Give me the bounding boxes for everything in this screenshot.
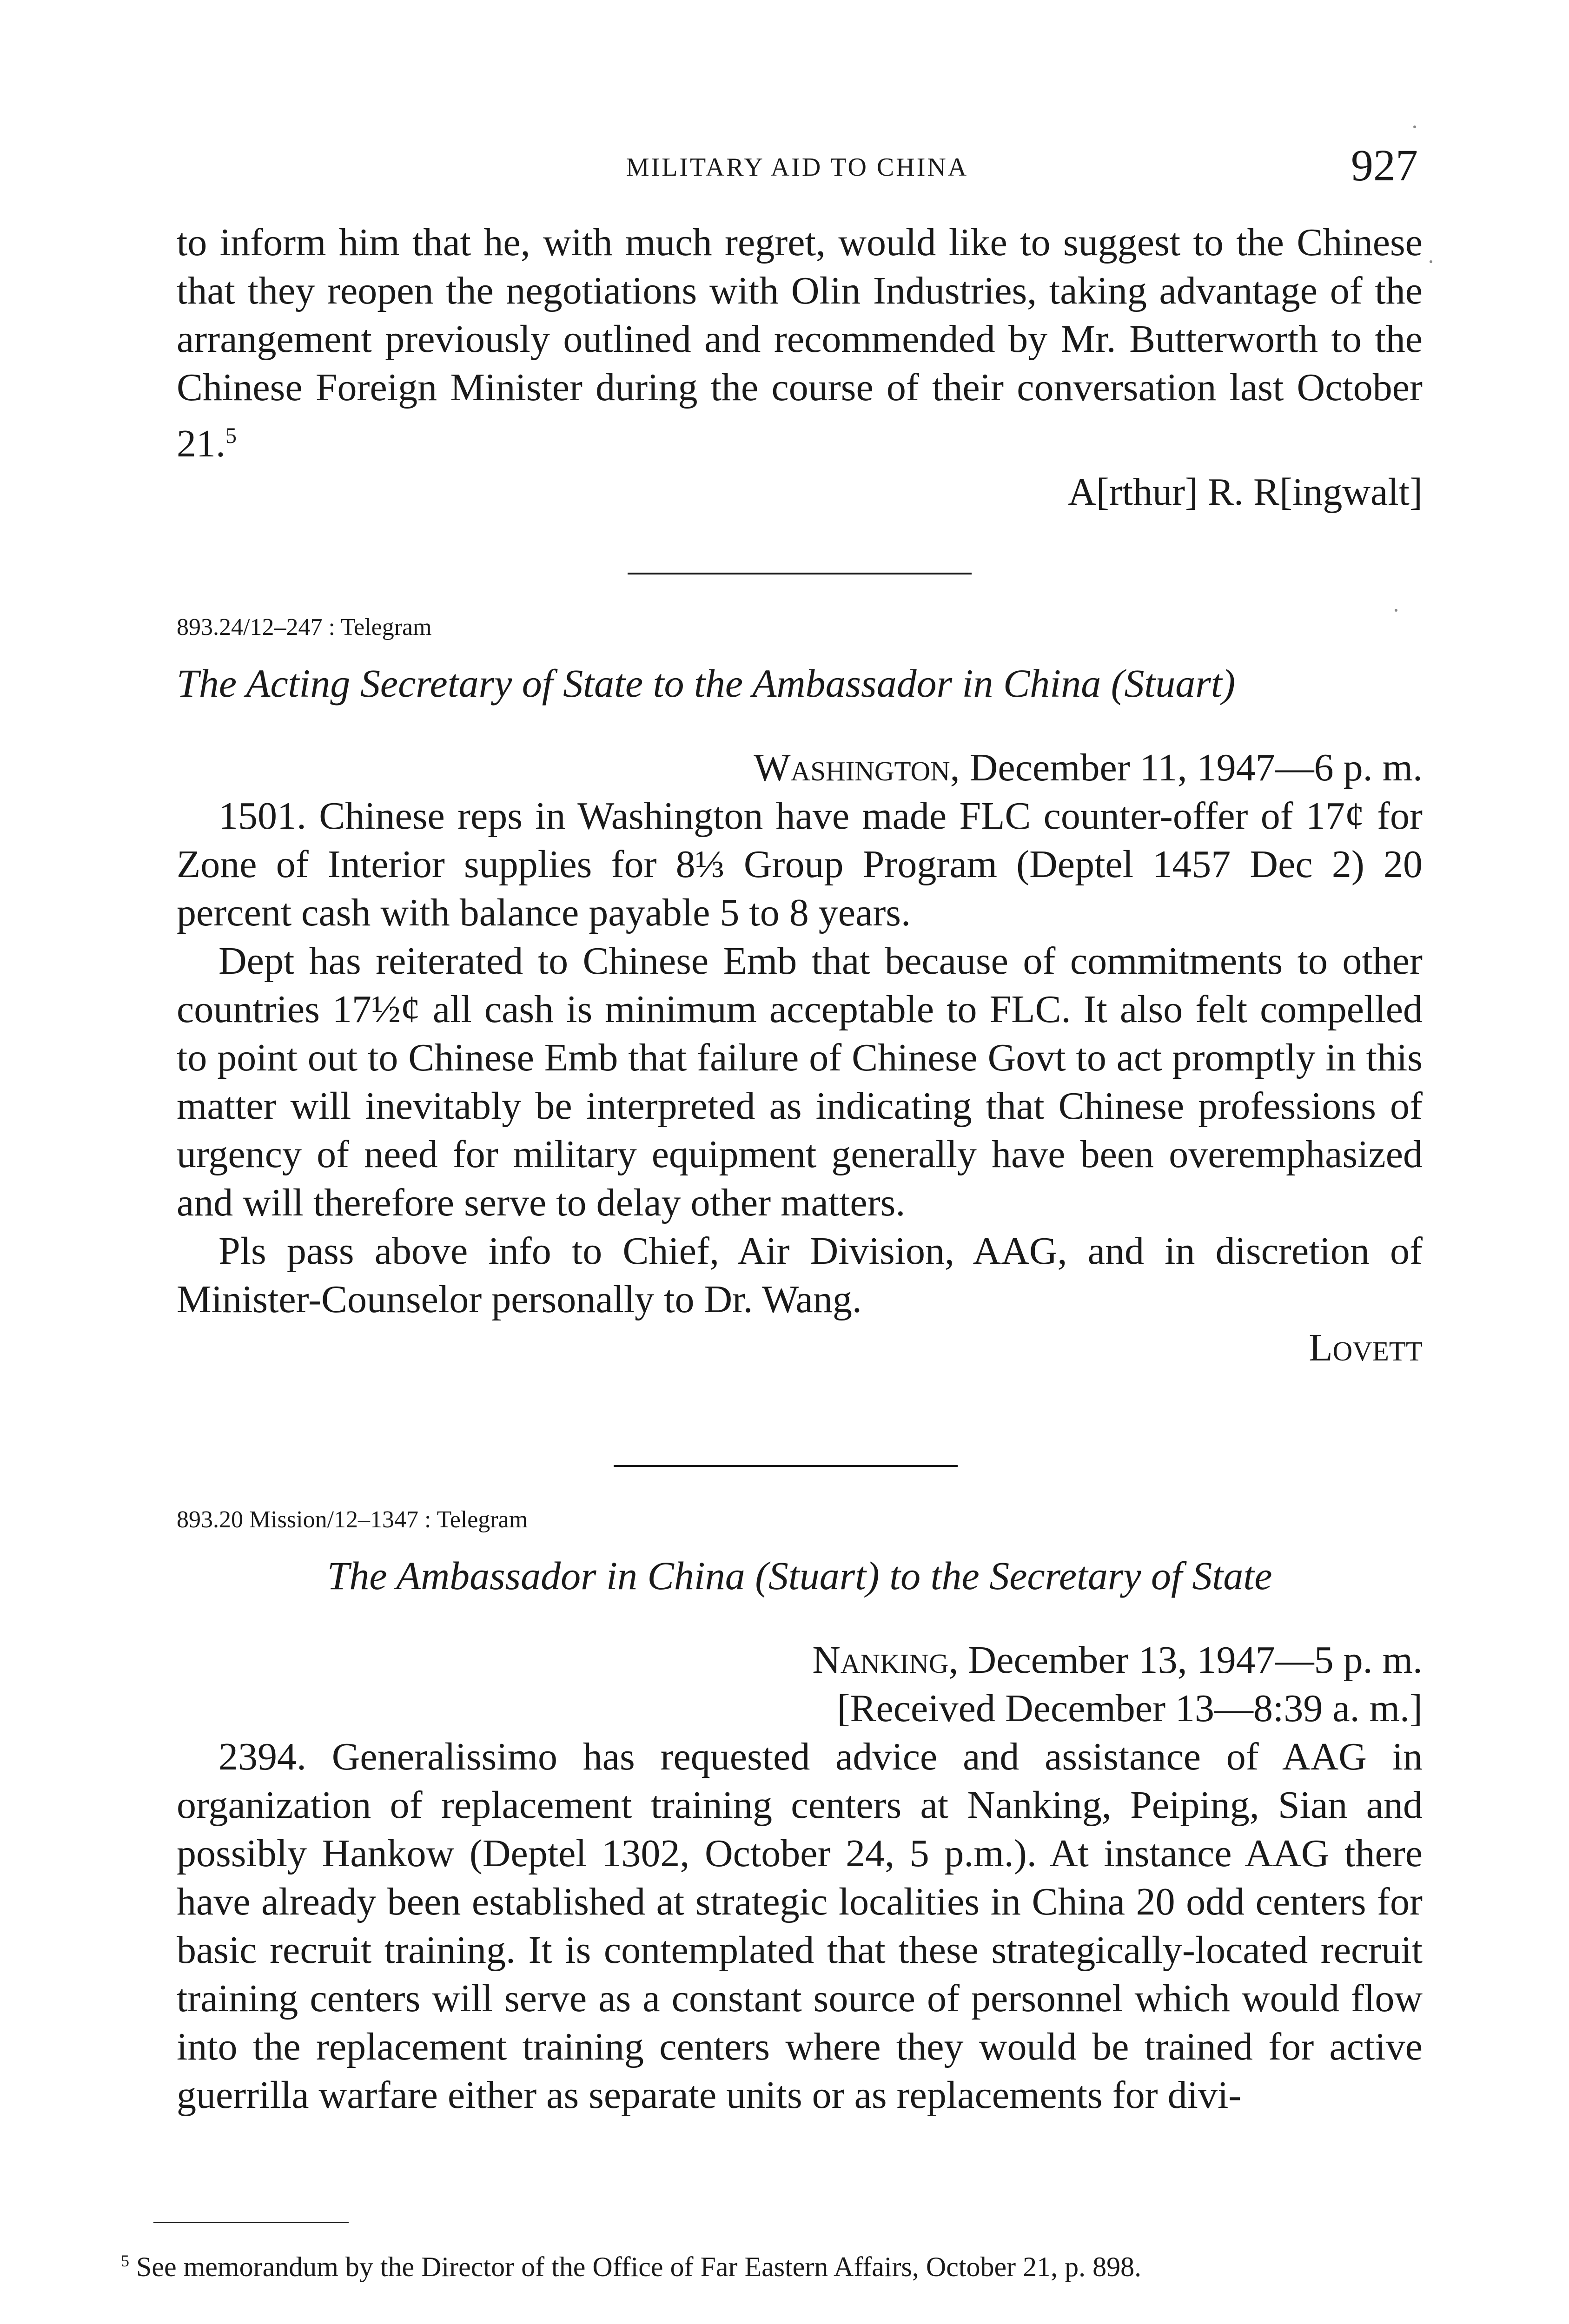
section-divider [628,573,972,574]
footnote [121,2245,1413,2283]
signature-1: Lovett [1309,1326,1423,1369]
file-reference-1: 893.24/12–247 : Telegram [177,614,432,640]
body-paragraph-3: Pls pass above info to Chief, Air Division, AAG, and in discretion of Minister-Counselor personally to Dr. Wang. [177,1229,1423,1321]
dateline-2 [177,1636,1423,1684]
intro-paragraph-block [177,218,1423,516]
footnote-ref: 5 [225,423,237,448]
scan-speck [1395,609,1397,612]
dateline-place-1: Washington [754,746,950,789]
scan-speck [1413,125,1416,128]
body-paragraph-1: 1501. Chinese reps in Washington have made FLC counter-offer of 17¢ for Zone of Interior supplies for 8⅓ Group Program (Deptel 1457 Dec 2) 20 percent cash with balance payable 5 to 8 years. [177,794,1423,934]
intro-paragraph [177,218,1423,468]
running-title: MILITARY AID TO CHINA [626,153,969,182]
footnote-text: See memorandum by the Director of the Office of Far Eastern Affairs, October 21, p. 898. [136,2251,1142,2282]
document-heading-2: The Ambassador in China (Stuart) to the Secretary of State [327,1553,1272,1598]
body-paragraph-4: 2394. Generalissimo has requested advice and assistance of AAG in organization of replacement training centers at Nanking, Peiping, Sian and possibly Hankow (Deptel 1302, October 24, 5 p.m.). At instance AAG there have already been established at strategic localities in China 20 odd centers for basic recruit training. It is contemplated that these strategically-located recruit training centers will serve as a constant source of personnel which would flow into the replacement training centers where they would be trained for active guerrilla warfare either as separate units or as replacements for divi- [177,1735,1423,2117]
page-number: 927 [1351,140,1418,190]
document-body-1 [177,744,1423,1372]
dateline-date-1: , December 11, 1947—6 p. m. [950,746,1423,789]
intro-text: to inform him that he, with much regret, would like to suggest to the Chinese that they reopen the negotiations with Olin Industries, taking advantage of the arrangement previously outlined and recommended by Mr. Butterworth to the Chinese Foreign Minister during the course of their conversation last October 21. [177,221,1423,465]
document-heading-1: The Acting Secretary of State to the Ambassador in China (Stuart) [177,661,1236,706]
intro-signature: A[rthur] R. R[ingwalt] [1068,470,1423,514]
file-reference-2: 893.20 Mission/12–1347 : Telegram [177,1506,528,1533]
dateline-1 [177,744,1423,792]
footnote-number: 5 [121,2251,129,2270]
received-line: [Received December 13—8:39 a. m.] [837,1687,1423,1730]
running-header [177,139,1418,191]
footnote-divider [153,2222,349,2223]
section-divider [614,1465,958,1467]
document-body-2 [177,1636,1423,2119]
dateline-place-2: Nanking [812,1638,949,1682]
scan-speck [1430,260,1432,263]
dateline-date-2: , December 13, 1947—5 p. m. [948,1638,1423,1682]
body-paragraph-2: Dept has reiterated to Chinese Emb that because of commitments to other countries 17½¢ all cash is minimum acceptable to FLC. It also felt compelled to point out to Chinese Emb that failure of Chinese Govt to act promptly in this matter will inevitably be interpreted as indicating that Chinese professions of urgency of need for military equipment generally have been overemphasized and will therefore serve to delay other matters. [177,939,1423,1224]
